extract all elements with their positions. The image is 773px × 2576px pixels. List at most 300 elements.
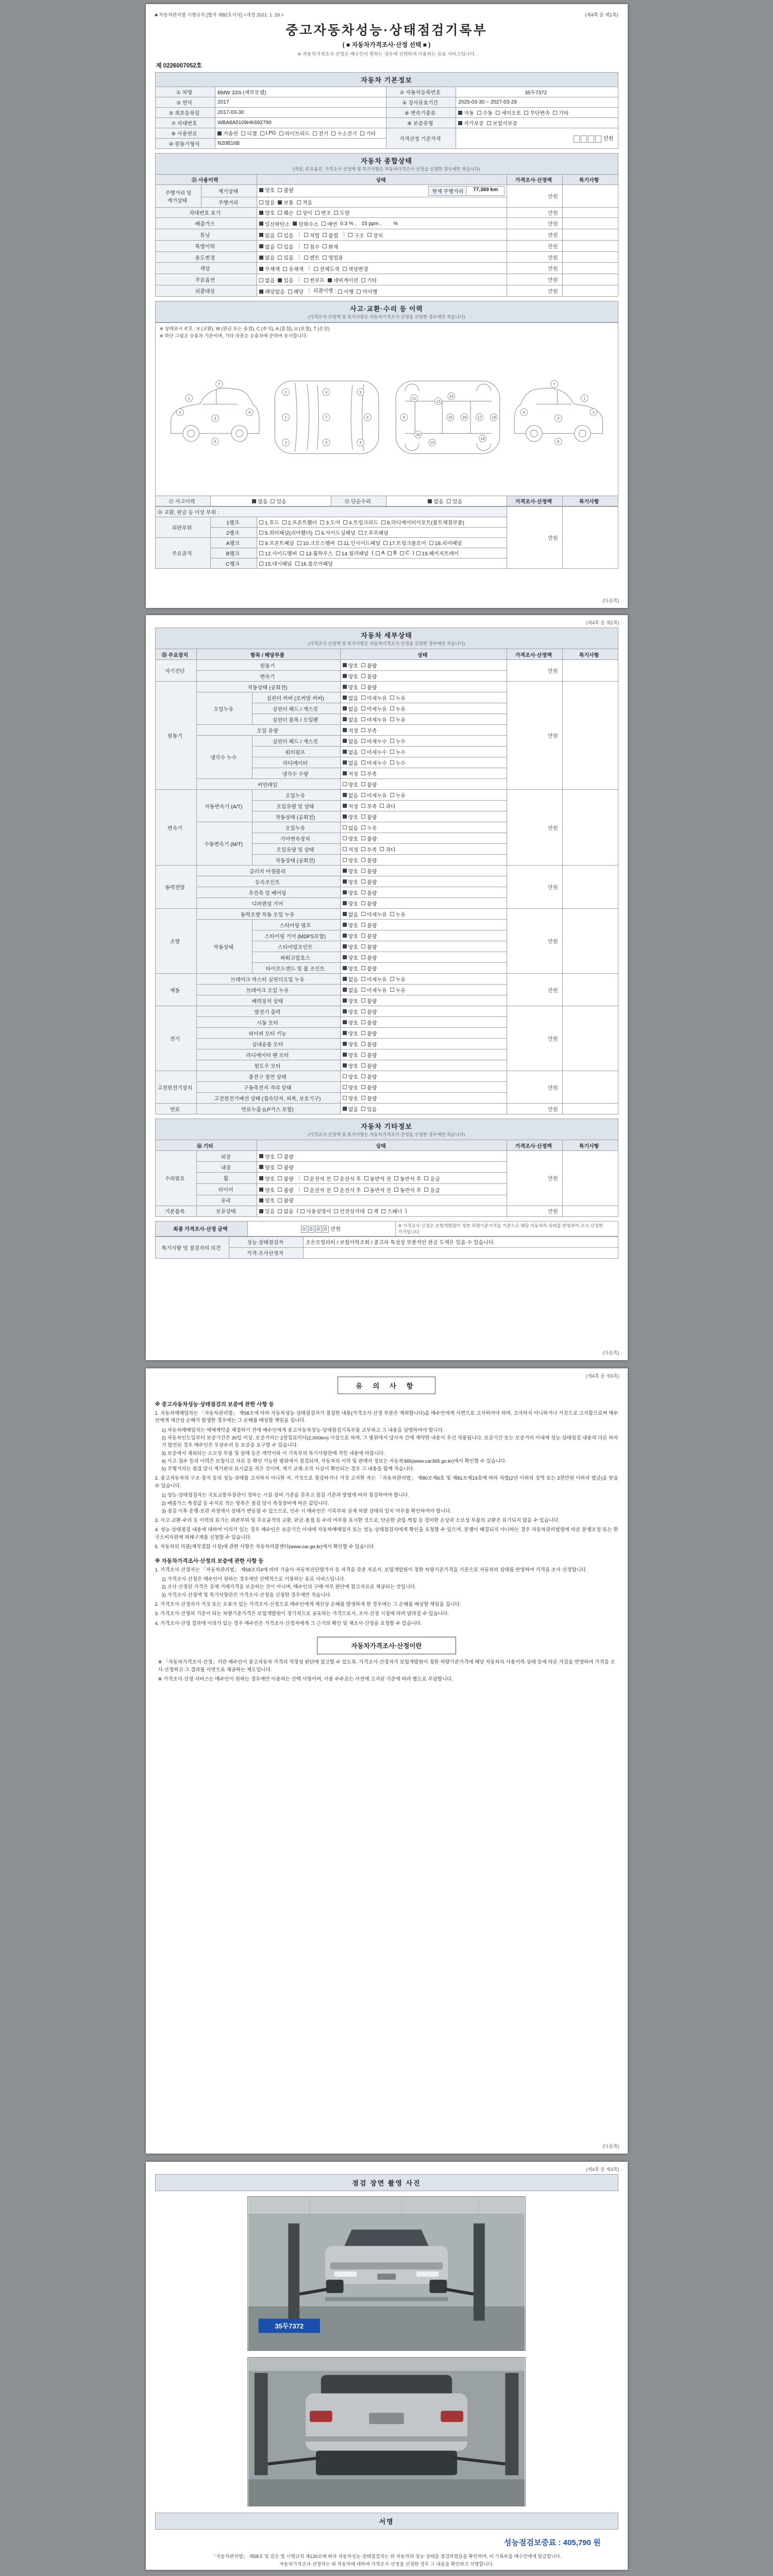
- checkbox-checked-icon: [428, 499, 432, 503]
- checkbox-option-양호: [259, 1153, 275, 1160]
- cell-text: 타이어: [218, 1187, 233, 1193]
- checkbox-checked-icon: [259, 1176, 263, 1180]
- section-band: [155, 1119, 618, 1140]
- checkbox-label: 없음: [348, 793, 358, 799]
- checkbox-group: [343, 825, 380, 831]
- checkbox-icon: [343, 847, 347, 851]
- field-label: [197, 1104, 340, 1114]
- cell-text: 가격조사·산정액: [515, 652, 552, 658]
- checkbox-group: [259, 1197, 297, 1203]
- svg-text:7: 7: [325, 415, 327, 420]
- checkbox-group: [343, 717, 409, 722]
- accident-section-band: [155, 301, 618, 323]
- checkbox-group: [343, 738, 409, 744]
- svg-text:5: 5: [359, 389, 362, 395]
- cell-text: 발전기 출력: [254, 1009, 281, 1015]
- checkbox-checked-icon: [343, 901, 347, 905]
- accident-diagram-box: [155, 323, 618, 496]
- field-label: [155, 208, 257, 218]
- checkbox-icon: [322, 222, 326, 226]
- checkbox-label: 전기: [318, 131, 329, 137]
- checkbox-icon: [334, 1188, 338, 1192]
- svg-text:9: 9: [402, 415, 405, 420]
- checkbox-option-세미오토: [496, 109, 522, 116]
- checkbox-checked-icon: [343, 815, 347, 819]
- notice-subitem: 1) 성능·상태점검자는 국토교통부장관이 정하는 시설·장비 기준을 갖추고 점검 기준과 방법에 따라 점검하여야 합니다.: [161, 1493, 409, 1499]
- checkbox-group: [343, 965, 380, 971]
- field-label: [253, 822, 341, 833]
- checkbox-label: 없음: [265, 244, 275, 250]
- column-header: [562, 649, 618, 660]
- field-value: [257, 1195, 507, 1206]
- checkbox-checked-icon: [343, 869, 347, 873]
- field-label: [155, 108, 215, 118]
- field-value: [340, 703, 507, 714]
- cell-text: 변속기: [167, 825, 182, 832]
- digit-box: [595, 135, 601, 143]
- checkbox-label: 6.사이드실패널: [321, 531, 356, 537]
- checkbox-label: 미세누유: [367, 793, 387, 799]
- cell-text: 특기사항: [579, 652, 599, 658]
- field-value: [257, 1183, 507, 1195]
- field-value: [340, 822, 507, 833]
- cell-text: 실린더 커버 (로커암 커버): [266, 696, 324, 702]
- inline-value-box: [428, 186, 505, 196]
- checkbox-label: 적법: [309, 233, 320, 239]
- cell-text: 타이로드엔드 및 볼 조인트: [265, 966, 325, 972]
- checkbox-option-불량: [361, 835, 377, 842]
- checkbox-group: [343, 814, 380, 820]
- checkbox-group: [343, 922, 380, 928]
- cell-text: 고전원전기배선 상태 (접속단자, 피복, 보호기구): [214, 1096, 321, 1102]
- next-page-note: (다음쪽): [602, 2144, 619, 2149]
- checkbox-label: 없음: [348, 739, 358, 745]
- checkbox-label: 누유: [395, 717, 406, 723]
- checkbox-group: [314, 266, 371, 272]
- field-value: [562, 974, 618, 1006]
- cell-text: 스티어링조인트: [278, 944, 313, 951]
- checkbox-option-미세누유: [361, 791, 387, 799]
- checkbox-option-누유: [390, 694, 406, 702]
- cell-text: ⑪ 사용이력: [192, 178, 219, 183]
- checkbox-group: [458, 110, 572, 115]
- checkbox-icon: [447, 499, 451, 503]
- checkbox-label: 과다: [385, 847, 396, 853]
- checkbox-checked-icon: [259, 1188, 263, 1192]
- field-value: [340, 876, 507, 887]
- cell-text: 자동변속기 (A/T): [205, 804, 243, 810]
- field-value: [562, 263, 618, 274]
- checkbox-group: [343, 933, 380, 939]
- checkbox-icon: [361, 934, 365, 938]
- checkbox-option-불량: [361, 932, 377, 940]
- checkbox-label: 네비게이션: [333, 278, 358, 284]
- checkbox-label: 없음: [265, 278, 275, 284]
- checkbox-icon: [361, 901, 365, 905]
- checkbox-option-양호: [259, 186, 275, 194]
- cell-text: 라디에이터 팬 모터: [246, 1053, 289, 1059]
- notice-item: 4. 성능·상태점검 내용에 대하여 이의가 있는 경우 매수인은 보증기간 이내에 자동차매매업자 또는 성능·상태점검자에게 확인을 요청할 수 있으며, 분쟁이 해결되지 아니하는 경우 자동차관리법령에 따른 분쟁조정 또는 한국소비자원에 피해구제를 신청할 수 있습니다.: [155, 1527, 618, 1540]
- cell-text: 2025-03-30 ~ 2027-03-29: [458, 99, 517, 105]
- field-label: [197, 898, 340, 909]
- checkbox-icon: [361, 739, 365, 743]
- field-value: [257, 1151, 507, 1162]
- checkbox-option-불량: [361, 943, 377, 951]
- checkbox-option-무채색: [259, 265, 280, 273]
- cell-text: 만원: [548, 885, 558, 891]
- checkbox-label: 있음: [452, 499, 463, 505]
- checkbox-label: 없음: [348, 696, 358, 702]
- checkbox-icon: [381, 520, 385, 524]
- checkbox-label: 렌트: [309, 256, 320, 262]
- checkbox-group: [259, 540, 465, 546]
- checkbox-icon: [320, 520, 324, 524]
- checkbox-label: 적정: [348, 771, 358, 777]
- checkbox-label: 불량: [283, 1198, 294, 1205]
- checkbox-icon: [361, 923, 365, 927]
- document-subtitle-note: ※ 자동차가격조사·산정은 매수인이 원하는 경우에 선택하여 이용하는 유료 서비스입니다.: [297, 52, 476, 57]
- field-label: [201, 185, 257, 197]
- checkbox-label: 상이: [302, 211, 313, 216]
- checkbox-option-불량: [361, 856, 377, 864]
- cell-text: 연료누출 (LP가스 포함): [241, 1107, 294, 1113]
- field-value: [340, 790, 507, 801]
- checkbox-checked-icon: [278, 200, 282, 205]
- price-cell: [507, 1071, 562, 1104]
- cell-text: 만원: [548, 255, 558, 261]
- cell-text: 35두7372: [525, 90, 547, 96]
- checkbox-icon: [343, 1096, 347, 1100]
- checkbox-label: 12.사이드멤버: [265, 551, 297, 557]
- notice-subitem: 2) 배출가스 측정값 등 수치로 적는 항목은 점검 당시 측정장비에 따른 값입니다.: [161, 1500, 329, 1506]
- checkbox-group: [343, 944, 380, 950]
- cell-text: ): [405, 1208, 407, 1214]
- checkbox-option-양호: [343, 1062, 358, 1070]
- checkbox-group: [304, 277, 380, 283]
- checkbox-group: [343, 706, 409, 711]
- checkbox-label: 훼손: [283, 211, 294, 216]
- checkbox-option-자가보증: [458, 119, 484, 127]
- checkbox-label: 있음: [276, 499, 287, 505]
- checkbox-option-썬루프: [304, 276, 325, 284]
- checkbox-checked-icon: [259, 290, 263, 294]
- svg-text:19: 19: [480, 436, 485, 441]
- checkbox-option-7.루프패널: [359, 529, 389, 536]
- checkbox-option-없음: [343, 759, 358, 767]
- checkbox-icon: [343, 1085, 347, 1089]
- cell-text: 만원: [548, 1037, 558, 1042]
- checkbox-group: [343, 955, 380, 960]
- price-cell: [507, 218, 562, 229]
- checkbox-option-누수: [390, 748, 406, 756]
- checkbox-icon: [304, 278, 308, 282]
- checkbox-label: 가솔린: [223, 131, 239, 137]
- checkbox-label: 불법: [328, 233, 339, 239]
- checkbox-label: 불량: [367, 815, 377, 821]
- cell-text: 자기진단: [165, 669, 185, 674]
- checkbox-icon: [487, 121, 491, 125]
- field-value: [456, 87, 618, 97]
- cell-text: 만원: [548, 289, 558, 295]
- checkbox-icon: [361, 988, 365, 992]
- section-title: 사고·교환·수리 등 이력: [350, 305, 423, 313]
- checkbox-option-불량: [361, 1073, 377, 1080]
- checkbox-option-적정: [343, 802, 358, 810]
- column-header: [340, 649, 507, 660]
- checkbox-group: [259, 244, 297, 249]
- checkbox-label: 불량: [283, 188, 294, 194]
- checkbox-option-누유: [390, 986, 406, 994]
- field-value: [562, 790, 618, 866]
- checkbox-option-없음: [343, 975, 358, 983]
- accident-history-row: [155, 496, 618, 506]
- checkbox-option-11.인사이드패널: [338, 539, 380, 547]
- checkbox-label: 미이행: [362, 290, 378, 296]
- field-label: [197, 1049, 340, 1060]
- cell-text: 기어변속장치: [280, 836, 310, 842]
- checkbox-option-양호: [343, 1019, 358, 1026]
- checkbox-option-많음: [259, 198, 275, 206]
- checkbox-label: 기타: [559, 111, 569, 116]
- section-band: [155, 154, 618, 175]
- checkbox-icon: [259, 200, 263, 205]
- checkbox-icon: [524, 111, 528, 115]
- field-label: [253, 844, 341, 855]
- checkbox-checked-icon: [343, 1020, 347, 1024]
- field-value: [340, 1082, 507, 1093]
- checkbox-option-수동: [477, 109, 493, 116]
- field-value: [257, 263, 507, 274]
- cell-text: ⑤ 최초등록일: [169, 111, 200, 116]
- checkbox-label: 미세누수: [367, 760, 387, 767]
- field-value: [340, 714, 507, 725]
- cell-text: 내장: [221, 1165, 231, 1171]
- checkbox-option-19.패키지트레이: [416, 549, 459, 557]
- section-title: 자동차 기타정보: [361, 1123, 412, 1130]
- digit-box: [574, 135, 580, 143]
- cell-text: BMW 320i (세부모델): [217, 90, 266, 96]
- cell-text: 수리필요: [165, 1176, 185, 1182]
- checkbox-label: 이행: [344, 290, 354, 296]
- checkbox-option-동반석 전: [364, 1175, 391, 1182]
- checkbox-option-양호: [259, 1186, 275, 1194]
- cell-text: 만원: [548, 244, 558, 250]
- field-value: [340, 887, 507, 898]
- checkbox-label: 양호: [348, 1085, 358, 1091]
- checkbox-icon: [361, 760, 365, 765]
- svg-text:13: 13: [430, 440, 434, 445]
- checkbox-label: 안전삼각대: [340, 1209, 365, 1215]
- checkbox-label: B: [393, 550, 397, 556]
- field-label: [253, 930, 341, 941]
- checkbox-icon: [279, 131, 283, 135]
- cell-text: 구동축전지 격리 상태: [243, 1085, 292, 1091]
- cell-text: 만원: [548, 1176, 558, 1182]
- checkbox-icon: [278, 211, 282, 215]
- checkbox-icon: [424, 1176, 428, 1180]
- cell-text: 디퍼렌셜 기어: [251, 901, 283, 907]
- cell-text: 라디에이터: [282, 760, 308, 767]
- checkbox-option-3.도어: [320, 518, 340, 526]
- cell-text: 특기사항: [579, 178, 599, 183]
- checkbox-option-8.라디에이터서포트(볼트체결부품): [381, 518, 464, 526]
- field-value: [257, 185, 507, 197]
- checkbox-icon: [361, 1074, 365, 1078]
- checkbox-option-불량: [361, 781, 377, 788]
- checkbox-checked-icon: [343, 1107, 347, 1111]
- checkbox-option-양호: [343, 932, 358, 940]
- cell-text: 상태: [376, 178, 386, 183]
- checkbox-label: 양호: [265, 1198, 275, 1205]
- checkbox-icon: [361, 804, 365, 808]
- checkbox-group: [338, 289, 380, 294]
- checkbox-label: 있음: [283, 256, 294, 262]
- cell-text: 조은모빌리티 / 보험이력조회 / 중고차 특성상 부분적인 판금 도색은 있을 수 있습니다.: [305, 1240, 495, 1246]
- checkbox-label: 양호: [348, 879, 358, 886]
- checkbox-label: 14.필러패널: [341, 551, 369, 557]
- checkbox-icon: [323, 233, 327, 237]
- checkbox-option-없음: [343, 748, 358, 756]
- page-indicator: (제4쪽 중 제1쪽): [585, 12, 618, 18]
- checkbox-group: [416, 550, 462, 556]
- checkbox-label: 무단변속: [530, 111, 550, 116]
- inline-box-value: 77,369 km: [473, 187, 498, 193]
- field-value: [562, 1206, 618, 1216]
- checkbox-option-2.프론트휀더: [282, 518, 317, 526]
- cell-text: 오일 유량: [257, 728, 278, 734]
- checkbox-option-네비게이션: [328, 276, 358, 284]
- cell-text: 가격조사·산정액: [515, 1143, 552, 1149]
- checkbox-label: 있음: [283, 233, 294, 239]
- checkbox-icon: [278, 1165, 282, 1169]
- checkbox-checked-icon: [293, 222, 297, 226]
- svg-text:12: 12: [435, 399, 440, 404]
- checkbox-group: [259, 1164, 297, 1170]
- checkbox-group: [343, 911, 409, 917]
- checkbox-group: [252, 498, 290, 504]
- cell-text: ｜: [296, 1187, 302, 1193]
- checkbox-checked-icon: [343, 977, 347, 981]
- field-value: [340, 1104, 507, 1114]
- checkbox-group: [304, 1176, 443, 1181]
- checkbox-checked-icon: [259, 211, 263, 215]
- price-cell: [507, 974, 562, 1006]
- checkbox-option-수소전기: [331, 129, 357, 137]
- document-number: 제 0226007052호: [156, 63, 202, 69]
- checkbox-group: [343, 695, 409, 701]
- field-value: [386, 496, 507, 506]
- checkbox-option-양호: [343, 835, 358, 842]
- field-label: [197, 995, 340, 1006]
- field-value: [215, 128, 386, 139]
- checkbox-option-보험사보증: [487, 119, 517, 127]
- field-label: [197, 1006, 340, 1017]
- checkbox-label: 15.대시패널: [265, 562, 292, 568]
- checkbox-group: [343, 998, 380, 1004]
- checkbox-label: 양호: [265, 1188, 275, 1194]
- checkbox-label: 양호: [265, 1165, 275, 1171]
- checkbox-icon: [361, 1063, 365, 1067]
- checkbox-icon: [304, 1176, 308, 1180]
- checkbox-icon: [278, 1176, 282, 1180]
- svg-text:3: 3: [325, 389, 327, 395]
- svg-text:11: 11: [412, 396, 416, 401]
- checkbox-option-불량: [361, 900, 377, 907]
- checkbox-option-18.리어패널: [429, 539, 462, 547]
- cell-text: 전기: [170, 1037, 180, 1042]
- field-label: [155, 517, 211, 538]
- cell-text: 만원: [548, 669, 558, 674]
- svg-text:7: 7: [552, 382, 556, 387]
- cell-text: 제동: [170, 988, 180, 994]
- field-value: [340, 985, 507, 995]
- checkbox-icon: [390, 793, 394, 797]
- cell-text: 주요골격: [172, 551, 192, 557]
- checkbox-label: 누수: [395, 760, 406, 767]
- checkbox-checked-icon: [343, 663, 347, 667]
- checkbox-label: 불량: [367, 879, 377, 886]
- checkbox-checked-icon: [259, 233, 263, 237]
- checkbox-label: 양호: [348, 1096, 358, 1102]
- cell-text: ｜: [296, 243, 302, 249]
- field-value: [340, 725, 507, 736]
- field-value: [340, 833, 507, 844]
- checkbox-group: [300, 1208, 405, 1214]
- checkbox-checked-icon: [343, 771, 347, 775]
- checkbox-option-17.트렁크플로어: [383, 539, 426, 547]
- checkbox-option-B: [388, 550, 397, 556]
- checkbox-option-불량: [361, 1062, 377, 1070]
- checkbox-option-양호: [343, 813, 358, 821]
- checkbox-icon: [424, 1188, 428, 1192]
- checkbox-label: 양호: [348, 1031, 358, 1037]
- field-value: [340, 768, 507, 779]
- checkbox-checked-icon: [328, 278, 332, 282]
- checkbox-option-A: [376, 550, 385, 556]
- field-label: [197, 790, 253, 822]
- checkbox-option-없음: [259, 243, 275, 250]
- field-label: [197, 887, 340, 898]
- field-label: [197, 985, 340, 995]
- checkbox-label: 누유: [395, 988, 406, 994]
- checkbox-label: A: [381, 550, 385, 556]
- field-label: [197, 822, 253, 866]
- checkbox-option-기타: [553, 109, 568, 116]
- price-cell: [507, 682, 562, 790]
- page-indicator: (제4쪽 중 제2쪽): [586, 620, 619, 625]
- checkbox-group: [259, 1208, 297, 1214]
- checkbox-group: [259, 199, 315, 205]
- cell-text: 차대번호 표기: [189, 211, 221, 216]
- section-note: (가격조사·산정액 및 특기사항은 자동차가격조사·산정을 신청한 경우에만 적습니다): [308, 314, 465, 320]
- cell-text: 워터펌프: [285, 750, 306, 756]
- checkbox-checked-icon: [259, 188, 263, 192]
- checkbox-icon: [336, 551, 340, 555]
- checkbox-option-있음: [278, 243, 293, 250]
- checkbox-icon: [361, 847, 365, 851]
- cell-text: 2017-03-30: [217, 110, 244, 115]
- checkbox-label: 양호: [348, 1063, 358, 1070]
- section-title: 자동차 세부상태: [361, 632, 412, 639]
- field-label: [155, 1236, 229, 1258]
- checkbox-label: 변조: [321, 211, 331, 216]
- checkbox-label: 양호: [348, 815, 358, 821]
- checkbox-option-불량: [361, 662, 377, 669]
- checkbox-icon: [390, 977, 394, 981]
- svg-text:4: 4: [366, 415, 368, 420]
- checkbox-icon: [390, 912, 394, 916]
- field-label: [155, 974, 197, 1006]
